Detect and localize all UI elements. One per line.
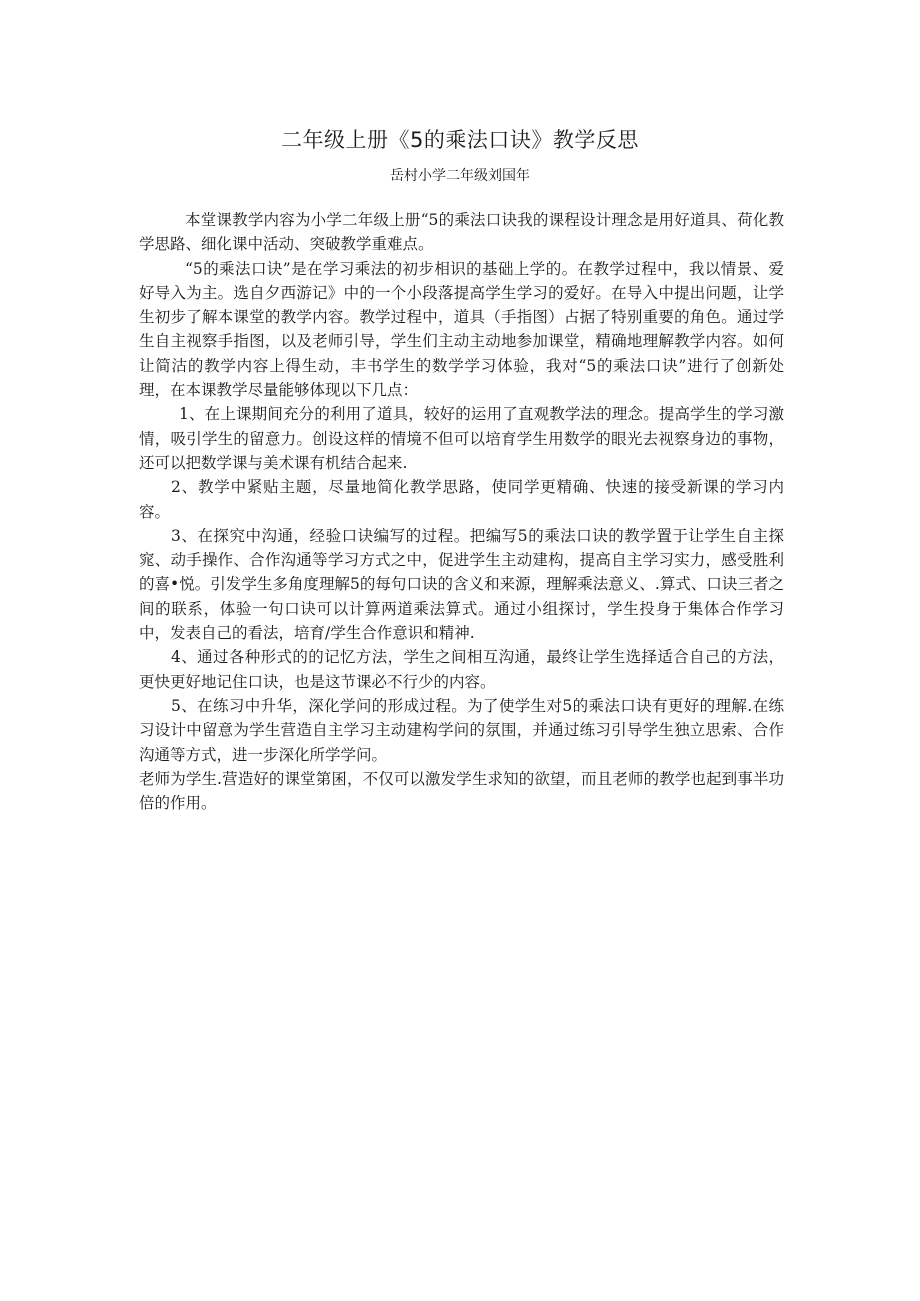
paragraph-point-4: 4、通过各种形式的的记忆方法，学生之间相互沟通，最终让学生选择适合自己的方法，更快更好地记住口诀，也是这节课必不行少的内容。 <box>139 648 784 691</box>
paragraph-point-5: 5、在练习中升华，深化学问的形成过程。为了使学生对5的乘法口诀有更好的理解.在练习设计中留意为学生营造自主学习主动建构学问的氛围，并通过练习引导学生独立思索、合作沟通等方式，进一步深化所学学问。 <box>139 696 784 764</box>
paragraph-point-2: 2、教学中紧贴主题，尽量地简化教学思路，使同学更精确、快速的接受新课的学习内容。 <box>139 478 784 521</box>
paragraph-conclusion: 老师为学生.营造好的课堂第囷，不仅可以激发学生求知的欲望，而且老师的教学也起到事半功倍的作用。 <box>139 769 784 813</box>
document-author: 岳村小学二年级刘国年 <box>390 168 530 184</box>
paragraph-point-1: 1、在上课期间充分的利用了道具，较好的运用了直观教学法的理念。提高学生的学习激情，吸引学生的留意力。创设这样的情境不但可以培育学生用数学的眼光去视察身边的事物，还可以把数学课与美术课有机结合起来. <box>139 405 784 472</box>
paragraph-intro: 本堂课教学内容为小学二年级上册“5的乘法口诀我的课程设计理念是用好道具、荷化教学思路、细化课中活动、突破教学重难点。 <box>139 211 784 254</box>
document-body <box>139 208 784 815</box>
document-title: 二年级上册《5的乘法口诀》教学反思 <box>281 128 639 152</box>
paragraph-overview: “5的乘法口诀”是在学习乘法的初步相识的基础上学的。在教学过程中，我以情景、爱好导入为主。选自夕西游记》中的一个小段落提高学生学习的爱好。在导入中提出问题，让学生初步了解本课堂的教学内容。教学过程中，道具（手指图）占据了特别重要的角色。通过学生自主视察手指图，以及老师引导，学生们主动主动地参加课堂，精确地理解教学内容。如何让简沽的教学内容上得生动，丰书学生的数学学习体验，我对“5的乘法口诀”进行了创新处理，在本课教学尽量能够体现以下几点： <box>139 259 784 400</box>
paragraph-point-3: 3、在探究中沟通，经验口诀编写的过程。把编写5的乘法口诀的教学置于让学生自主探窕、动手操作、合作沟通等学习方式之中，促进学生主动建构，提高自主学习实力，感受胜利的喜•悦。引发学生多角度理解5的每句口诀的含义和来源，理解乘法意义、.算式、口诀三者之间的联系，体验一句口诀可以计算两道乘法算式。通过小组探讨，学生投身于集体合作学习中，发表自己的看法，培育/学生合作意识和精神. <box>139 526 784 643</box>
